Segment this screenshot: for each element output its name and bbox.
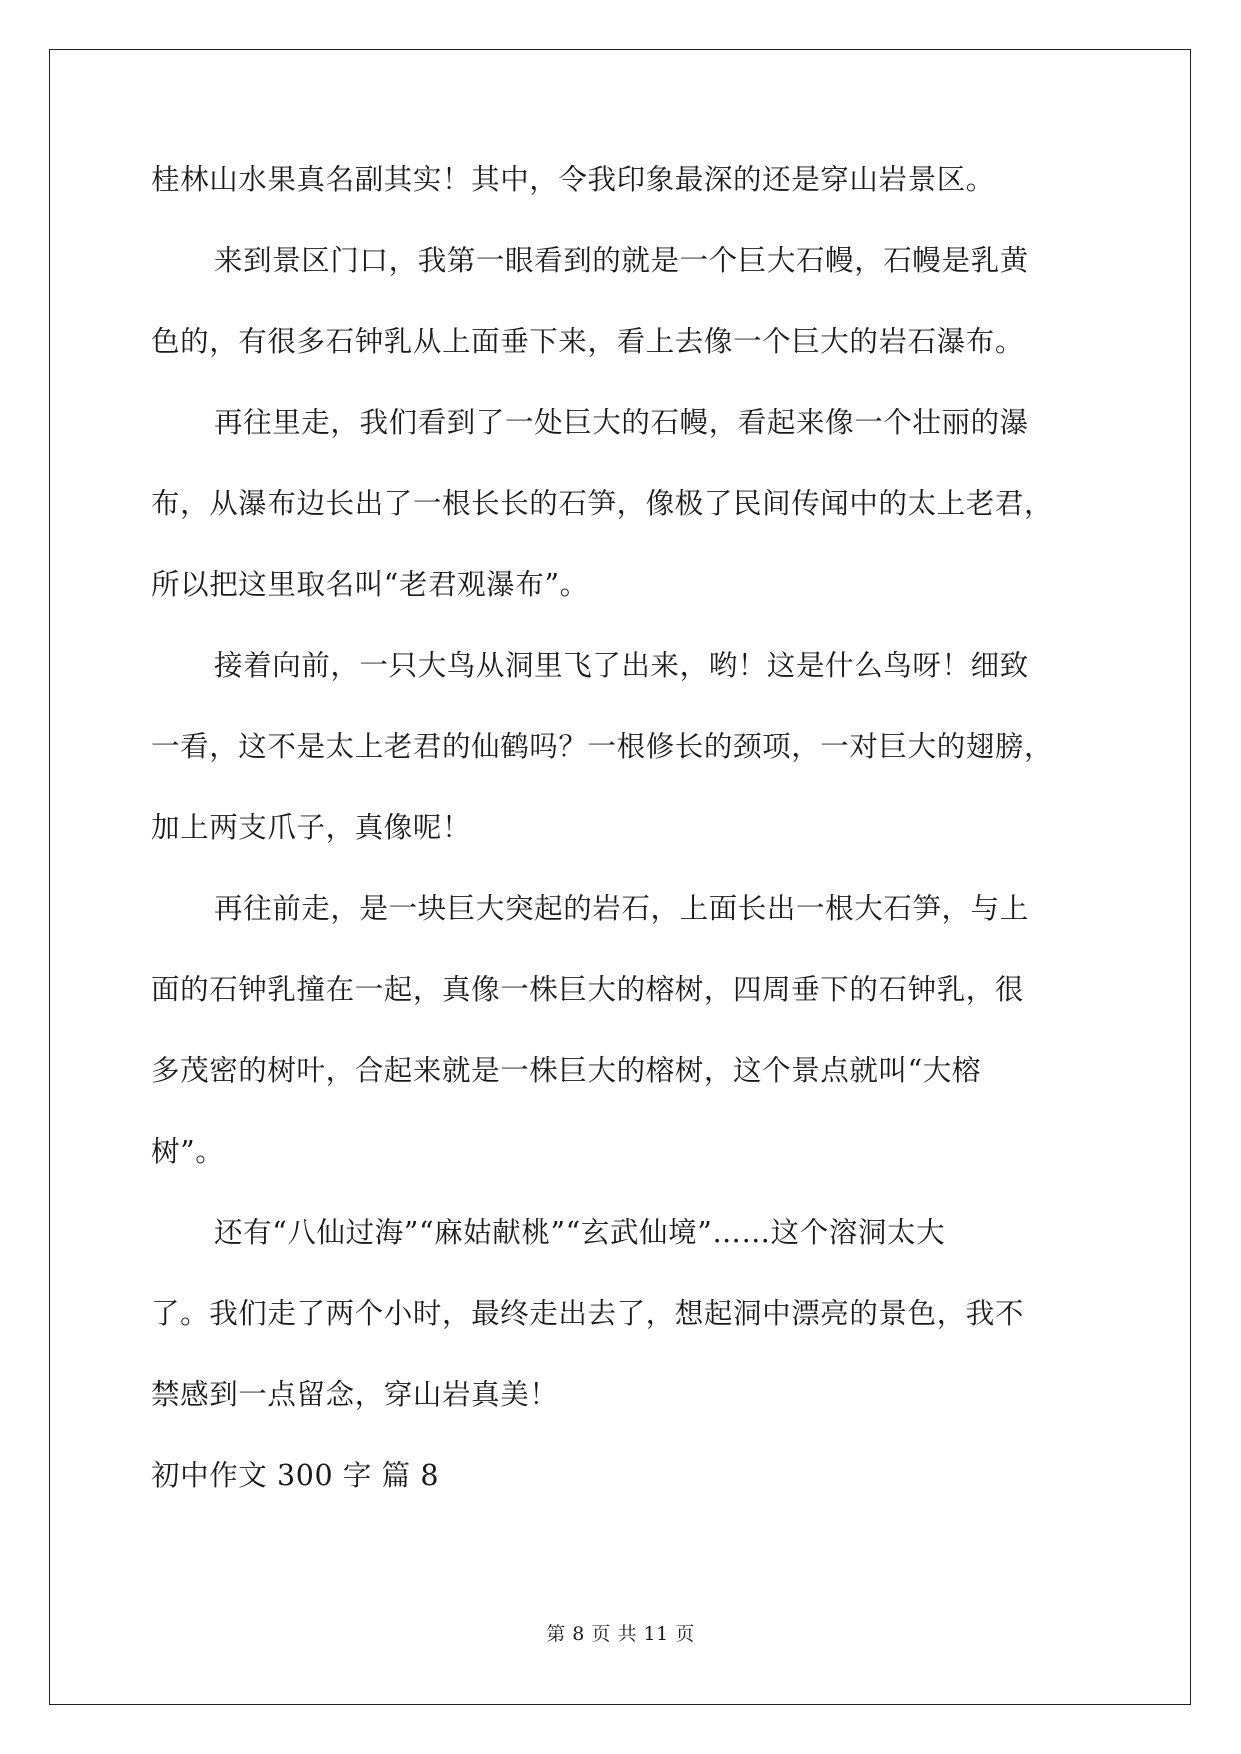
text-line: 了。我们走了两个小时，最终走出去了，想起洞中漂亮的景色，我不 [151,1297,1025,1330]
text-line: 多茂密的树叶，合起来就是一株巨大的榕树，这个景点就叫“大榕 [151,1054,981,1087]
text-line: 禁感到一点留念，穿山岩真美！ [151,1378,559,1411]
text-line: 一看，这不是太上老君的仙鹤吗？一根修长的颈项，一对巨大的翅膀， [151,730,1054,763]
section-heading: 初中作文 300 字 篇 8 [151,1459,440,1492]
text-line: 加上两支爪子，真像呢！ [151,811,472,844]
paragraph-start-line: 再往里走，我们看到了一处巨大的石幔，看起来像一个壮丽的瀑 [214,406,1029,439]
text-line: 树”。 [151,1135,225,1168]
text-line: 色的，有很多石钟乳从上面垂下来，看上去像一个巨大的岩石瀑布。 [151,325,1025,358]
paragraph-start-line: 再往前走，是一块巨大突起的岩石，上面长出一根大石笋，与上 [214,892,1029,925]
text-line: 面的石钟乳撞在一起，真像一株巨大的榕树，四周垂下的石钟乳，很 [151,973,1025,1006]
page-number: 第 8 页 共 11 页 [546,1623,695,1645]
paragraph-start-line: 还有“八仙过海”“麻姑献桃”“玄武仙境”……这个溶洞太大 [214,1216,946,1249]
text-line: 所以把这里取名叫“老君观瀑布”。 [151,568,589,601]
paragraph-start-line: 接着向前，一只大鸟从洞里飞了出来，哟！这是什么鸟呀！细致 [214,649,1029,682]
text-line: 桂林山水果真名副其实！其中，令我印象最深的还是穿山岩景区。 [151,163,995,196]
text-line: 布，从瀑布边长出了一根长长的石笋，像极了民间传闻中的太上老君， [151,487,1054,520]
paragraph-start-line: 来到景区门口，我第一眼看到的就是一个巨大石幔，石幔是乳黄 [214,244,1029,277]
